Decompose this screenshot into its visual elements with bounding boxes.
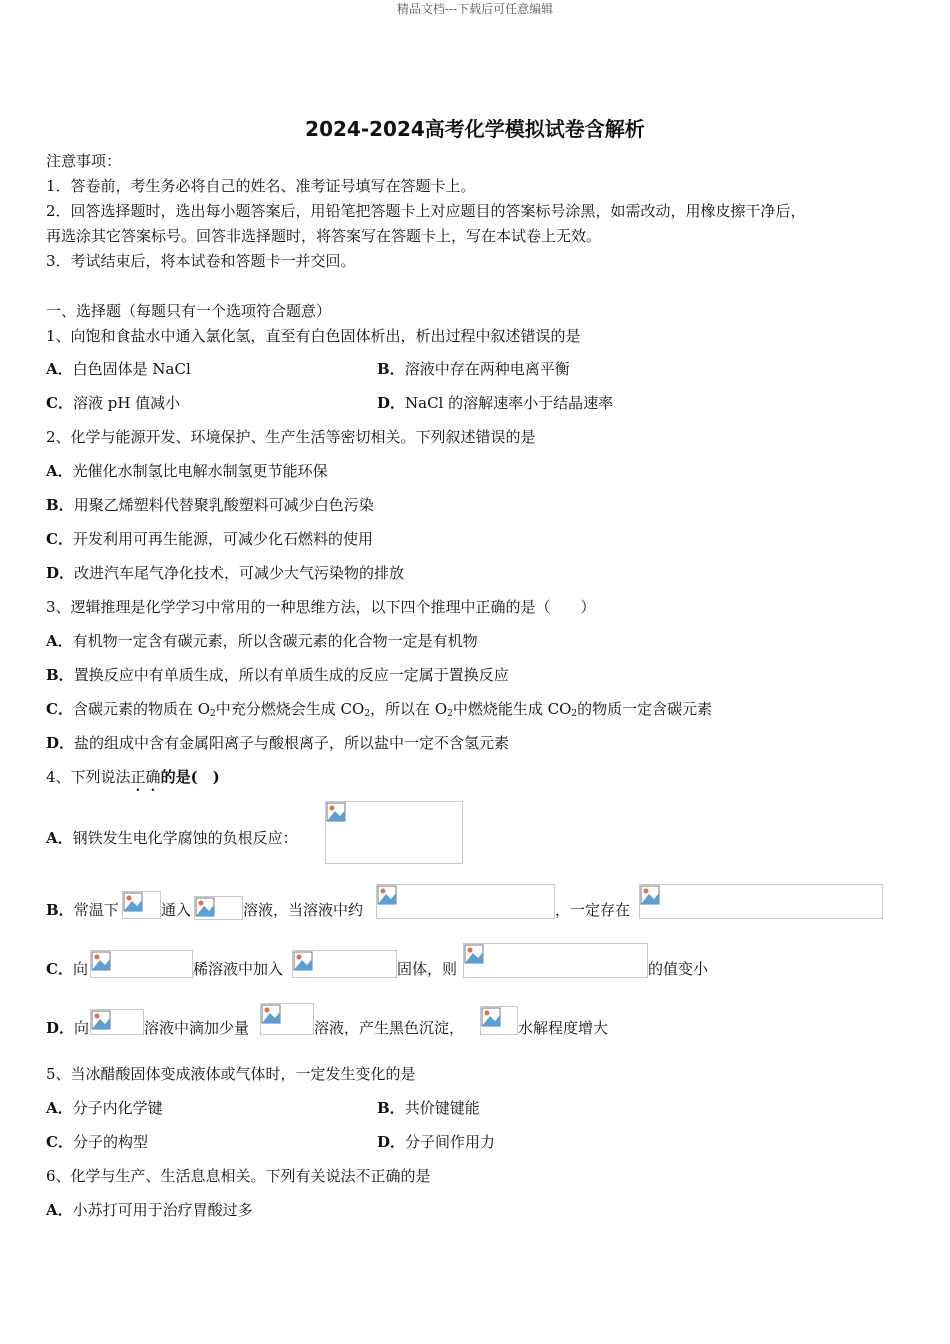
q1-option-b: B．溶液中存在两种电离平衡 bbox=[377, 360, 570, 378]
q4-b-text: ，一定存在 bbox=[555, 901, 631, 919]
q2-option-a: A．光催化水制氢比电解水制氢更节能环保 bbox=[46, 462, 328, 480]
broken-image-icon bbox=[464, 944, 484, 964]
notice-item: 1．答卷前，考生务必将自己的姓名、准考证号填写在答题卡上。 bbox=[46, 177, 476, 195]
section-heading: 一、选择题（每题只有一个选项符合题意） bbox=[46, 302, 332, 320]
question-3-stem: 3、逻辑推理是化学学习中常用的一种思维方法，以下四个推理中正确的是（ ） bbox=[46, 598, 596, 616]
q4-d-text: 水解程度增大 bbox=[518, 1019, 609, 1037]
q4-b-text: 通入 bbox=[161, 901, 192, 919]
q5-option-b: B．共价键键能 bbox=[377, 1099, 480, 1117]
question-1-stem: 1、向饱和食盐水中通入氯化氢，直至有白色固体析出，析出过程中叙述错误的是 bbox=[46, 327, 581, 345]
q4-option-a: A．钢铁发生电化学腐蚀的负根反应： bbox=[46, 829, 298, 847]
formula-image bbox=[122, 891, 161, 919]
broken-image-icon bbox=[481, 1007, 501, 1027]
q5-option-c: C．分子的构型 bbox=[46, 1133, 148, 1151]
broken-image-icon bbox=[377, 885, 397, 905]
formula-image bbox=[90, 1009, 144, 1035]
q2-option-c: C．开发利用可再生能源，可减少化石燃料的使用 bbox=[46, 530, 373, 548]
q3-option-d: D．盐的组成中含有金属阳离子与酸根离子，所以盐中一定不含氢元素 bbox=[46, 734, 510, 752]
formula-image bbox=[463, 943, 648, 978]
broken-image-icon bbox=[91, 1010, 111, 1030]
q1-option-d: D．NaCl 的溶解速率小于结晶速率 bbox=[377, 394, 614, 412]
question-5-stem: 5、当冰醋酸固体变成液体或气体时，一定发生变化的是 bbox=[46, 1065, 416, 1083]
broken-image-icon bbox=[640, 885, 660, 905]
broken-image-icon bbox=[261, 1004, 281, 1024]
notice-item: 2．回答选择题时，选出每小题答案后，用铅笔把答题卡上对应题目的答案标号涂黑，如需改动，用橡皮擦干净后， bbox=[46, 202, 806, 220]
q3-option-b: B．置换反应中有单质生成，所以有单质生成的反应一定属于置换反应 bbox=[46, 666, 509, 684]
formula-image bbox=[260, 1003, 314, 1035]
q4-option-d: D．向 bbox=[46, 1019, 90, 1037]
q4-c-text: 稀溶液中加入 bbox=[193, 960, 284, 978]
broken-image-icon bbox=[91, 951, 111, 971]
notice-item: 3．考试结束后，将本试卷和答题卡一并交回。 bbox=[46, 252, 356, 270]
formula-image bbox=[639, 884, 883, 919]
question-4-stem: 4、下列说法正确的是( ) bbox=[46, 768, 220, 786]
page-header: 精品文档---下载后可任意编辑 bbox=[396, 2, 554, 16]
question-2-stem: 2、化学与能源开发、环境保护、生产生活等密切相关。下列叙述错误的是 bbox=[46, 428, 536, 446]
q4-d-text: 溶液，产生黑色沉淀， bbox=[314, 1019, 465, 1037]
q2-option-d: D．改进汽车尾气净化技术，可减少大气污染物的排放 bbox=[46, 564, 405, 582]
formula-image bbox=[376, 884, 555, 919]
q4-c-text: 固体，则 bbox=[397, 960, 458, 978]
q1-option-c: C．溶液 pH 值减小 bbox=[46, 394, 181, 412]
notice-heading: 注意事项： bbox=[46, 152, 122, 170]
formula-image bbox=[194, 896, 243, 920]
q3-option-c: C．含碳元素的物质在 $O_2$中充分燃烧会生成 $CO_2$，所以在 $O_2$中燃烧能生成 $CO_2$的物质一定含碳元素 bbox=[46, 700, 713, 719]
q5-option-a: A．分子内化学键 bbox=[46, 1099, 163, 1117]
broken-image-icon bbox=[123, 892, 143, 912]
notice-item: 再选涂其它答案标号。回答非选择题时，将答案写在答题卡上，写在本试卷上无效。 bbox=[46, 227, 602, 245]
formula-image bbox=[325, 801, 463, 864]
q4-c-text: 的值变小 bbox=[648, 960, 709, 978]
formula-image bbox=[90, 950, 193, 978]
q4-option-b: B．常温下 bbox=[46, 901, 119, 919]
page-title: 2024-2024高考化学模拟试卷含解析 bbox=[305, 117, 645, 141]
formula-image bbox=[292, 950, 397, 978]
q6-option-a: A．小苏打可用于治疗胃酸过多 bbox=[46, 1201, 253, 1219]
formula-image bbox=[480, 1006, 518, 1035]
q4-option-c: C．向 bbox=[46, 960, 88, 978]
broken-image-icon bbox=[195, 897, 215, 917]
q4-b-text: 溶液，当溶液中约 bbox=[243, 901, 364, 919]
q2-option-b: B．用聚乙烯塑料代替聚乳酸塑料可减少白色污染 bbox=[46, 496, 374, 514]
q5-option-d: D．分子间作用力 bbox=[377, 1133, 496, 1151]
broken-image-icon bbox=[293, 951, 313, 971]
broken-image-icon bbox=[326, 802, 346, 822]
q3-option-a: A．有机物一定含有碳元素，所以含碳元素的化合物一定是有机物 bbox=[46, 632, 478, 650]
q1-option-a: A．白色固体是 NaCl bbox=[46, 360, 191, 378]
question-6-stem: 6、化学与生产、生活息息相关。下列有关说法不正确的是 bbox=[46, 1167, 431, 1185]
q4-d-text: 溶液中滴加少量 bbox=[144, 1019, 250, 1037]
